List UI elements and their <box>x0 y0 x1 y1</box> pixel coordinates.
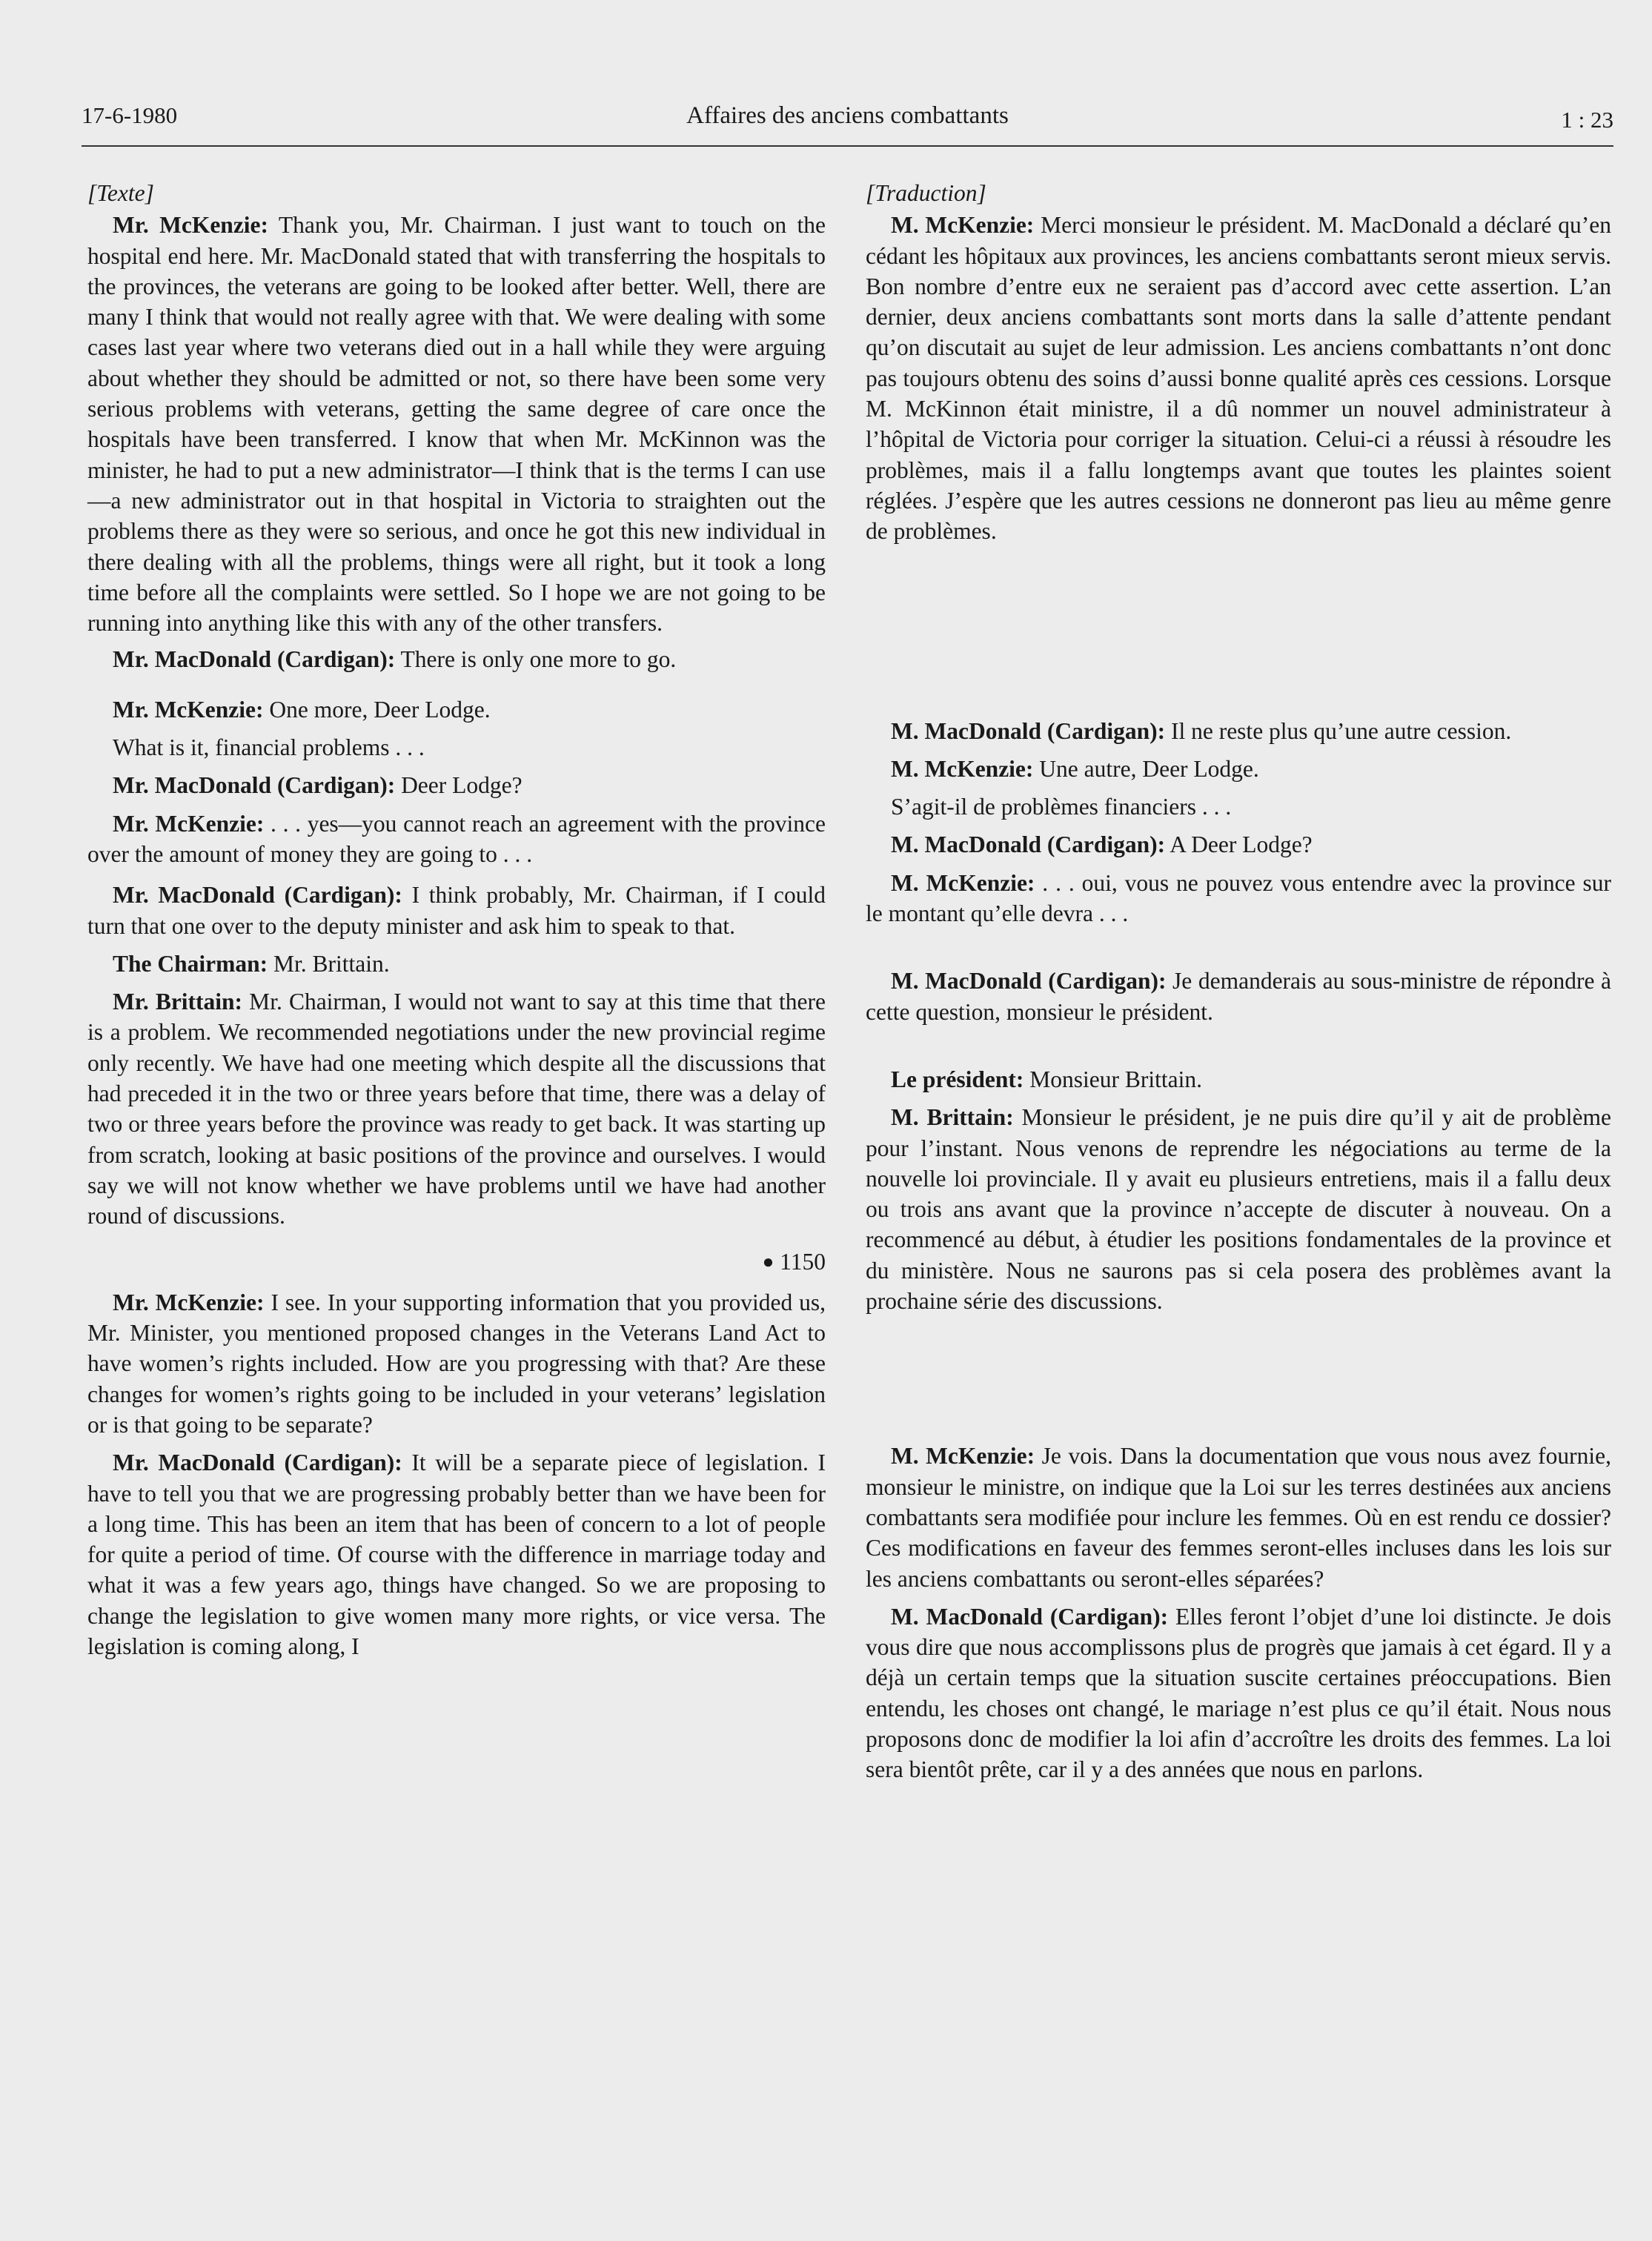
speech: Une autre, Deer Lodge. <box>1033 755 1259 782</box>
time-stamp <box>87 1246 826 1277</box>
paragraph <box>87 809 826 870</box>
paragraph <box>87 1447 826 1661</box>
speaker: M. MacDonald (Cardigan): <box>891 968 1167 995</box>
speech: Merci monsieur le président. M. MacDonald a déclaré qu’en cédant les hôpitaux aux provinces, les anciens combattants seront mieux servis. Bon nombre d’entre eux ne seraient pas d’accord avec cette assertion. L’an dernier, deux anciens combattants sont morts dans la salle d’attente pendant qu’on discutait au sujet de leur admission. Les anciens combattants n’ont donc pas toujours obtenu des soins d’aussi bonne qualité après ces cessions. Lorsque M. McKinnon était ministre, il a dû nommer un nouvel administrateur à l’hôpital de Victoria pour corriger la situation. Celui-ci a réussi à résoudre les problèmes, mais il a fallu longtemps avant que toutes les plaintes soient réglées. J’espère que les autres cessions ne donneront pas lieu au même genre de problèmes. <box>866 212 1611 545</box>
speech: I see. In your supporting information that you provided us, Mr. Minister, you mentioned proposed changes in the Veterans Land Act to have women’s rights included. How are you progressing with that? Are these changes for women’s rights going to be included in your veterans’ legislation or is that going to be separate? <box>87 1289 826 1438</box>
speech: . . . yes—you cannot reach an agreement with the province over the amount of money they are going to . . . <box>87 810 826 867</box>
speaker: Le président: <box>891 1066 1024 1092</box>
header-title: Affaires des anciens combattants <box>686 102 1009 129</box>
speaker: M. McKenzie: <box>891 869 1035 896</box>
speaker: M. Brittain: <box>891 1104 1014 1131</box>
paragraph <box>87 986 826 1231</box>
speech: There is only one more to go. <box>395 646 677 673</box>
paragraph <box>87 949 826 979</box>
speech: Thank you, Mr. Chairman. I just want to touch on the hospital end here. Mr. MacDonald stated that with transferring the hospitals to the provinces, the veterans are going to be looked after better. Well, there are many I think that would not really agree with that. We were dealing with some cases last year where two veterans died out in a hall while they were arguing about whether they should be admitted or not, so there have been some very serious problems with veterans, getting the same degree of care once the hospitals have been transferred. I know that when Mr. McKinnon was the minister, he had to put a new administrator—I think that is the terms I can use—a new administrator out in that hospital in Victoria to straighten out the problems there as they were so serious, and once he got this new individual in there dealing with all the problems, things were all right, but it took a long time before all the complaints were settled. So I hope we are not going to be running into anything like this with any of the other transfers. <box>87 212 826 637</box>
paragraph <box>866 716 1611 746</box>
speech: It will be a separate piece of legislation. I have to tell you that we are progressing probably better than we have been for a long time. This has been an item that has been of concern to a lot of people for quite a period of time. Of course with the difference in marriage today and what it was a few years ago, things have changed. So we are proposing to change the legislation to give women many more rights, or vice versa. The legislation is coming along, I <box>87 1450 826 1660</box>
speaker: Mr. McKenzie: <box>113 810 265 837</box>
speech: Deer Lodge? <box>395 772 523 799</box>
speech: A Deer Lodge? <box>1165 831 1313 858</box>
speaker: Mr. Brittain: <box>113 989 243 1015</box>
speaker: Mr. MacDonald (Cardigan): <box>113 646 396 673</box>
paragraph <box>87 644 826 674</box>
paragraph <box>87 732 826 763</box>
paragraph <box>866 829 1611 860</box>
paragraph <box>87 770 826 800</box>
bullet-icon: ● <box>762 1250 774 1272</box>
speaker: M. MacDonald (Cardigan): <box>891 831 1166 858</box>
speech: What is it, financial problems . . . <box>113 734 425 761</box>
speech: I think probably, Mr. Chairman, if I could turn that one over to the deputy minister and ask him to speak to that. <box>87 882 826 939</box>
speaker: Mr. MacDonald (Cardigan): <box>113 772 396 799</box>
speech: One more, Deer Lodge. <box>263 696 491 723</box>
speech: Mr. Brittain. <box>268 950 390 977</box>
speaker: Mr. McKenzie: <box>113 212 269 239</box>
speaker: Mr. MacDonald (Cardigan): <box>113 882 402 909</box>
translation-marker: [Traduction] <box>866 180 986 206</box>
speech: Elles feront l’objet d’une loi distincte. Je dois vous dire que nous accomplissons plus de progrès que jamais à cet égard. Il y a déjà un certain temps que la situation suscite certaines préoccupations. Bien entendu, les choses ont changé, le mariage n’est plus ce qu’il était. Nous nous proposons donc de modifier la loi afin d’accroître les droits des femmes. La loi sera bientôt prête, car il y a des années que nous en parlons. <box>866 1603 1611 1783</box>
speech: Je vois. Dans la documentation que vous nous avez fournie, monsieur le ministre, on indique que la Loi sur les terres destinées aux anciens combattants sera modifiée pour inclure les femmes. Où en est rendu ce dossier? Ces modifications en faveur des femmes seront-elles incluses dans les lois sur les anciens combattants ou seront-elles séparées? <box>866 1443 1612 1592</box>
header-date: 17-6-1980 <box>82 102 178 128</box>
paragraph <box>866 791 1611 822</box>
paragraph <box>87 694 826 725</box>
speaker: The Chairman: <box>113 950 268 977</box>
paragraph <box>87 1287 826 1440</box>
speech: Monsieur Brittain. <box>1024 1066 1202 1092</box>
speech: . . . oui, vous ne pouvez vous entendre avec la province sur le montant qu’elle devra . . . <box>866 869 1611 927</box>
paragraph <box>866 1601 1611 1785</box>
paragraph <box>866 868 1611 929</box>
french-column <box>866 178 1611 1785</box>
speech: S’agit-il de problèmes financiers . . . <box>891 794 1232 820</box>
paragraph <box>866 1102 1611 1316</box>
english-column <box>87 178 826 1661</box>
speaker: M. MacDonald (Cardigan): <box>891 717 1166 744</box>
text-marker: [Texte] <box>87 180 154 206</box>
paragraph <box>866 966 1611 1027</box>
paragraph <box>866 210 1611 546</box>
speech: Il ne reste plus qu’une autre cession. <box>1165 717 1512 744</box>
speech: Mr. Chairman, I would not want to say at this time that there is a problem. We recommended negotiations under the new provincial regime only recently. We have had one meeting which despite all the discussions that had preceded it in the two or three years before that time, there was a delay of two or three years before the province was ready to get back. It was starting up from scratch, looking at basic positions of the province and ourselves. I would say we will not know whether we have problems until we have had another round of discussions. <box>87 989 826 1229</box>
speech: Je demanderais au sous-ministre de répondre à cette question, monsieur le président. <box>866 968 1611 1025</box>
speaker: M. MacDonald (Cardigan): <box>891 1603 1169 1630</box>
page-header <box>82 102 1613 147</box>
speech: Monsieur le président, je ne puis dire qu’il y ait de problème pour l’instant. Nous venons de reprendre les négociations au terme de la nouvelle loi provinciale. Il y avait eu plusieurs entretiens, mais il a fallu deux ou trois ans avant que la province n’accepte de discuter à nouveau. On a recommencé au début, à étudier les positions fondamentales de la province et du ministère. Nous ne saurons pas si cela posera des problèmes avant la prochaine série des discussions. <box>866 1104 1611 1315</box>
speaker: M. McKenzie: <box>891 212 1035 239</box>
header-page-number: 1 : 23 <box>1561 107 1613 133</box>
speaker: Mr. McKenzie: <box>113 696 264 723</box>
speaker: Mr. MacDonald (Cardigan): <box>113 1450 402 1476</box>
paragraph <box>87 880 826 941</box>
paragraph <box>87 210 826 638</box>
paragraph <box>866 1441 1611 1593</box>
paragraph <box>866 754 1611 784</box>
paragraph <box>866 1064 1611 1095</box>
speaker: M. McKenzie: <box>891 755 1034 782</box>
speaker: Mr. McKenzie: <box>113 1289 265 1315</box>
time-value: 1150 <box>780 1248 826 1275</box>
speaker: M. McKenzie: <box>891 1443 1035 1470</box>
